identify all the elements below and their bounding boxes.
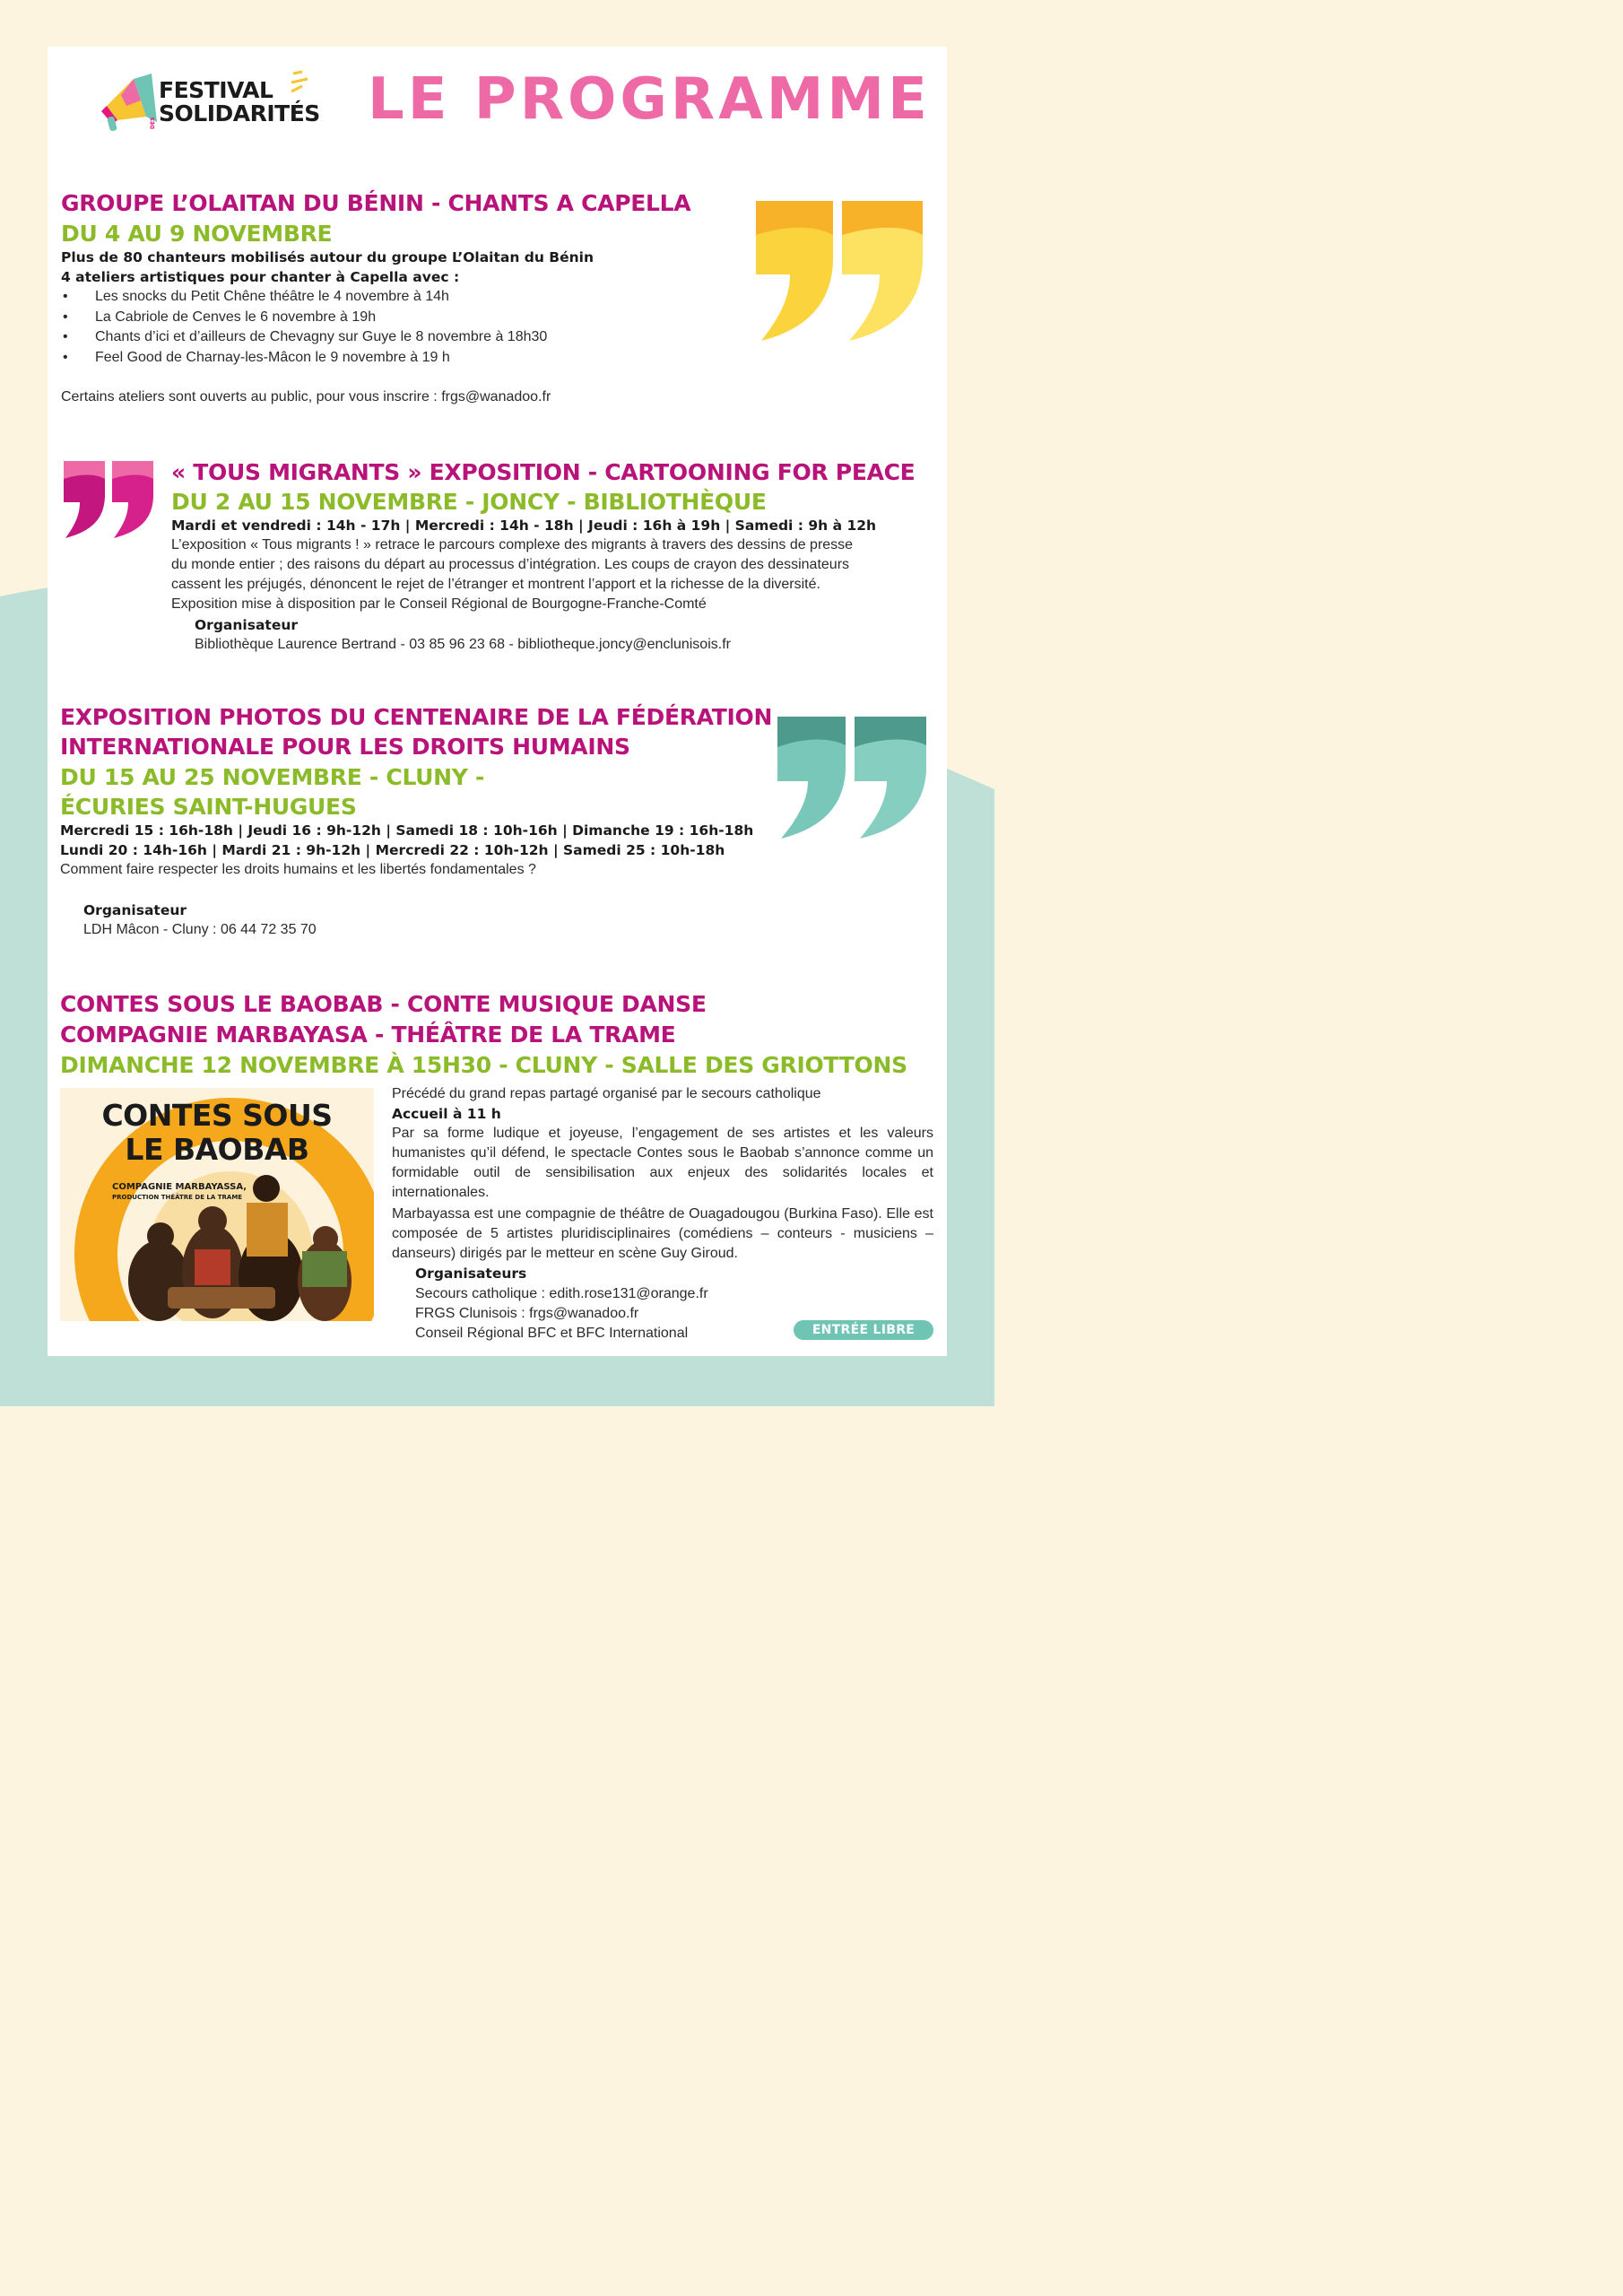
event-hours: Lundi 20 : 14h-16h | Mardi 21 : 9h-12h | Mercredi 22 : 10h-12h | Samedi 25 : 10h-18h — [60, 842, 725, 858]
organizer-label: Organisateur — [83, 902, 187, 918]
list-item: • Feel Good de Charnay-les-Mâcon le 9 novembre à 19 h — [63, 349, 450, 365]
workshop-list — [61, 287, 547, 368]
event-title: COMPAGNIE MARBAYASA - THÉÂTRE DE LA TRAME — [60, 1022, 676, 1048]
event-body-line: du monde entier ; des raisons du départ au processus d’intégration. Les coups de crayon des dessinateurs — [171, 557, 850, 572]
event-date: DIMANCHE 12 NOVEMBRE À 15H30 - CLUNY - SALLE DES GRIOTTONS — [60, 1052, 907, 1078]
event-hours: Mercredi 15 : 16h-18h | Jeudi 16 : 9h-12h | Samedi 18 : 10h-16h | Dimanche 19 : 16h-18h — [60, 822, 754, 839]
sparkle-icon — [288, 70, 311, 97]
free-entry-badge: ENTRÉE LIBRE — [794, 1320, 933, 1340]
event-date: DU 2 AU 15 NOVEMBRE - JONCY - BIBLIOTHÈQUE — [171, 489, 767, 515]
logo-line-solidarites: SOLIDARITÉS — [159, 100, 320, 126]
event-hours: Mardi et vendredi : 14h - 17h | Mercredi : 14h - 18h | Jeudi : 16h à 19h | Samedi : 9h à 12h — [171, 517, 877, 534]
event-title: « TOUS MIGRANTS » EXPOSITION - CARTOONING FOR PEACE — [171, 459, 916, 485]
event-body-line: L’exposition « Tous migrants ! » retrace le parcours complexe des migrants à travers des dessins de presse — [171, 537, 854, 552]
logo-line-festival: FESTIVAL — [159, 77, 273, 103]
poster-title-line1: CONTES SOUS — [101, 1098, 333, 1133]
organizer-label: Organisateurs — [415, 1265, 527, 1282]
quote-icon-magenta — [62, 459, 155, 540]
event-highlight: 4 ateliers artistiques pour chanter à Capella avec : — [61, 269, 460, 285]
poster-production: PRODUCTION THÉÂTRE DE LA TRAME — [112, 1194, 243, 1201]
event-welcome: Accueil à 11 h — [392, 1106, 501, 1122]
list-item: • Les snocks du Petit Chêne théâtre le 4 novembre à 14h — [63, 289, 449, 304]
organizer-contact: FRGS Clunisois : frgs@wanadoo.fr — [415, 1306, 639, 1321]
event-title: INTERNATIONALE POUR LES DROITS HUMAINS — [60, 734, 630, 760]
event-date: ÉCURIES SAINT-HUGUES — [60, 794, 357, 820]
event-paragraph: Marbayassa est une compagnie de théâtre de Ouagadougou (Burkina Faso). Elle est composée de 5 artistes pluridisciplinaires (comédiens – conteurs - musiciens – danseurs) dirigés par le metteur en scène Guy Giroud. — [392, 1206, 933, 1261]
event-title: GROUPE L’OLAITAN DU BÉNIN - CHANTS A CAPELLA — [61, 190, 691, 216]
program-card — [48, 47, 947, 1356]
organizer-contact: LDH Mâcon - Cluny : 06 44 72 35 70 — [83, 922, 317, 937]
poster-title-line2: LE BAOBAB — [125, 1132, 309, 1167]
logo-des: DES — [150, 117, 156, 129]
organizer-contact: Secours catholique : edith.rose131@orange.fr — [415, 1286, 708, 1301]
event-intro: Précédé du grand repas partagé organisé par le secours catholique — [392, 1086, 821, 1101]
event-date: DU 4 AU 9 NOVEMBRE — [61, 221, 333, 247]
event-paragraph: Par sa forme ludique et joyeuse, l’engagement de ses artistes et les valeurs humanistes qu’il défend, le spectacle Contes sous le Baobab s’annonce comme un formidable outil de sensibilisation aux enjeux des solidarités locales et internationales. — [392, 1126, 933, 1200]
list-item: • La Cabriole de Cenves le 6 novembre à 19h — [63, 309, 377, 325]
event-date: DU 15 AU 25 NOVEMBRE - CLUNY - — [60, 764, 485, 790]
organizer-label: Organisateur — [195, 617, 299, 633]
poster-company: COMPAGNIE MARBAYASSA, — [112, 1182, 247, 1192]
page-title: LE PROGRAMME — [368, 66, 931, 133]
event-title: CONTES SOUS LE BAOBAB - CONTE MUSIQUE DANSE — [60, 991, 707, 1017]
event-body-line: cassent les préjugés, dénoncent le rejet de l’étranger et montrent l’apport et la richesse de la diversité. — [171, 577, 820, 592]
quote-icon-yellow — [754, 199, 924, 343]
organizer-contact: Bibliothèque Laurence Bertrand - 03 85 96 23 68 - bibliotheque.joncy@enclunisois.fr — [195, 637, 731, 652]
event-note: Certains ateliers sont ouverts au public, pour vous inscrire : frgs@wanadoo.fr — [61, 389, 551, 404]
event-body-line: Comment faire respecter les droits humains et les libertés fondamentales ? — [60, 862, 536, 877]
organizer-contact: Conseil Régional BFC et BFC International — [415, 1326, 689, 1341]
list-item: • Chants d’ici et d’ailleurs de Chevagny sur Guye le 8 novembre à 18h30 — [63, 329, 548, 344]
event-highlight: Plus de 80 chanteurs mobilisés autour du groupe L’Olaitan du Bénin — [61, 249, 595, 265]
event-title: EXPOSITION PHOTOS DU CENTENAIRE DE LA FÉDÉRATION — [60, 704, 773, 730]
event-body-line: Exposition mise à disposition par le Conseil Régional de Bourgogne-Franche-Comté — [171, 596, 707, 612]
event-poster — [60, 1088, 374, 1321]
quote-icon-teal — [776, 715, 928, 840]
